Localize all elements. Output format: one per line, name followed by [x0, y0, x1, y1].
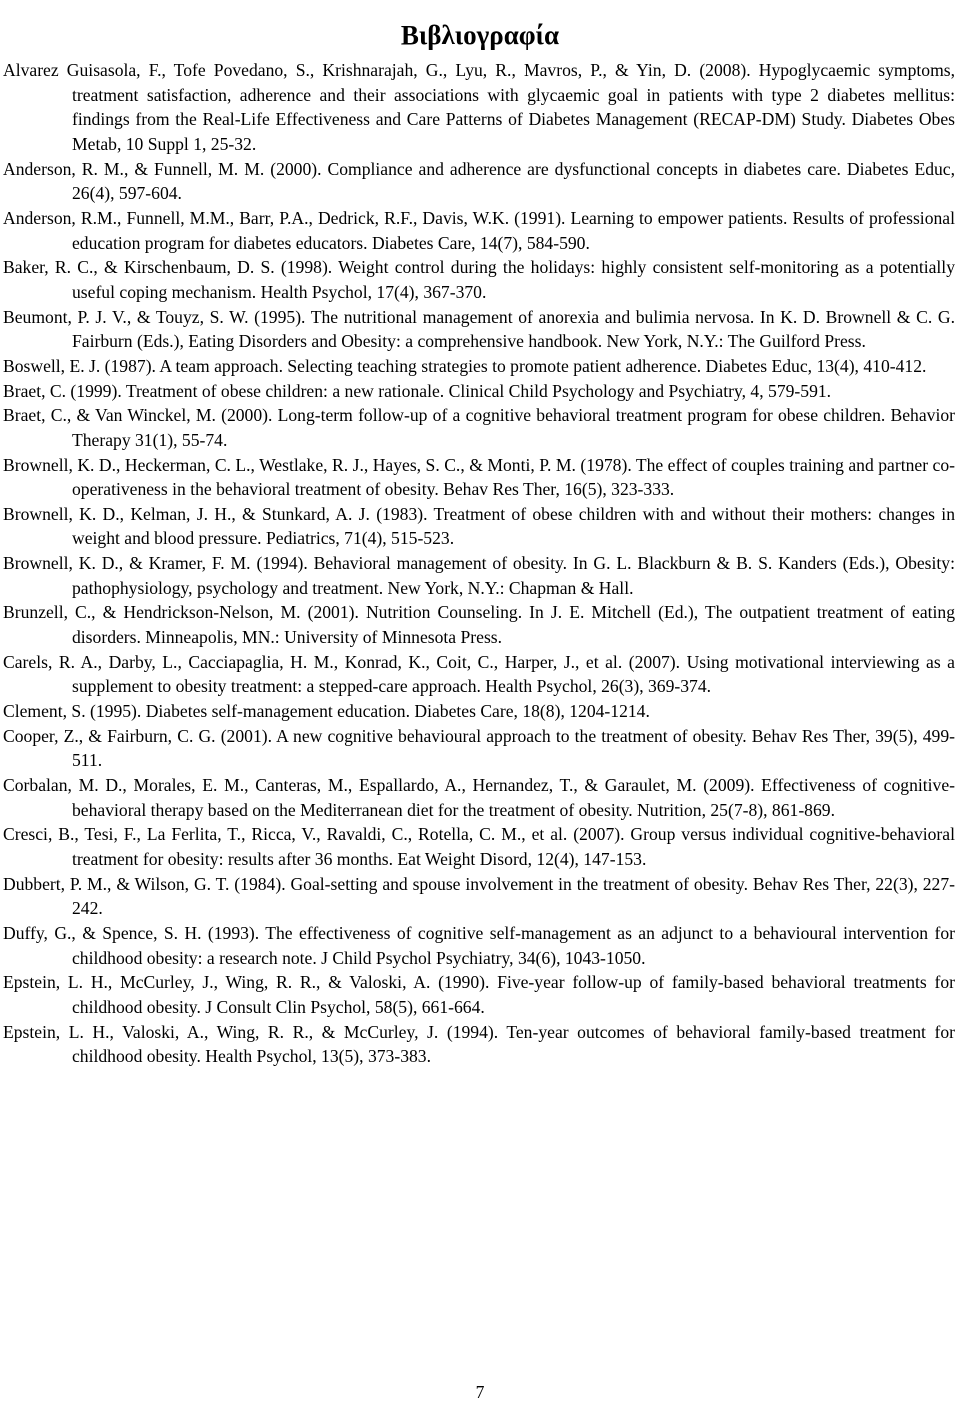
reference-item: Braet, C. (1999). Treatment of obese children: a new rationale. Clinical Child Psychology and Psychiatry, 4, 579-591. — [3, 380, 832, 401]
page-number: 7 — [475, 1382, 485, 1402]
reference-item: Alvarez Guisasola, F., Tofe Povedano, S., Krishnarajah, G., Lyu, R., Mavros, P., & Yin, D. (2008). Hypoglycaemic symptoms, treatment satisfaction, adherence and their associations with glycaemic goal in patients with type 2 diabetes mellitus: findings from the Real-Life Effectiveness and Care Patterns of Diabetes Management (RECAP-DM) Study. Diabetes Obes Metab, 10 Suppl 1, 25-32. — [3, 60, 955, 154]
reference-item: Beumont, P. J. V., & Touyz, S. W. (1995). The nutritional management of anorexia and bulimia nervosa. In K. D. Brownell & C. G. Fairburn (Eds.), Eating Disorders and Obesity: a comprehensive handbook. New York, N.Y.: The Guilford Press. — [3, 306, 955, 352]
reference-item: Anderson, R. M., & Funnell, M. M. (2000). Compliance and adherence are dysfunctional concepts in diabetes care. Diabetes Educ, 26(4), 597-604. — [3, 158, 955, 204]
reference-item: Duffy, G., & Spence, S. H. (1993). The effectiveness of cognitive self-management as an adjunct to a behavioural intervention for childhood obesity: a research note. J Child Psychol Psychiatry, 34(6), 1043-1050. — [3, 922, 955, 968]
reference-item: Brunzell, C., & Hendrickson-Nelson, M. (2001). Nutrition Counseling. In J. E. Mitchell (Ed.), The outpatient treatment of eating disorders. Minneapolis, MN.: University of Minnesota Press. — [3, 602, 955, 648]
reference-item: Dubbert, P. M., & Wilson, G. T. (1984). Goal-setting and spouse involvement in the treatment of obesity. Behav Res Ther, 22(3), 227-242. — [3, 873, 955, 919]
reference-item: Cresci, B., Tesi, F., La Ferlita, T., Ricca, V., Ravaldi, C., Rotella, C. M., et al. (2007). Group versus individual cognitive-behavioral treatment for obesity: results after 36 months. Eat Weight Disord, 12(4), 147-153. — [3, 824, 955, 869]
reference-item: Epstein, L. H., McCurley, J., Wing, R. R., & Valoski, A. (1990). Five-year follow-up of family-based behavioral treatments for childhood obesity. J Consult Clin Psychol, 58(5), 661-664. — [3, 972, 955, 1017]
reference-item: Cooper, Z., & Fairburn, C. G. (2001). A new cognitive behavioural approach to the treatment of obesity. Behav Res Ther, 39(5), 499-511. — [3, 725, 955, 771]
reference-item: Clement, S. (1995). Diabetes self-management education. Diabetes Care, 18(8), 1204-1214. — [3, 701, 650, 722]
reference-item: Carels, R. A., Darby, L., Cacciapaglia, H. M., Konrad, K., Coit, C., Harper, J., et al. (2007). Using motivational interviewing as a supplement to obesity treatment: a stepped-care approach. Health Psychol, 26(3), 369-374. — [3, 651, 955, 697]
reference-item: Brownell, K. D., & Kramer, F. M. (1994). Behavioral management of obesity. In G. L. Blackburn & B. S. Kanders (Eds.), Obesity: pathophysiology, psychology and treatment. New York, N.Y.: Chapman & Hall. — [3, 553, 955, 598]
reference-item: Epstein, L. H., Valoski, A., Wing, R. R., & McCurley, J. (1994). Ten-year outcomes of behavioral family-based treatment for childhood obesity. Health Psychol, 13(5), 373-383. — [3, 1021, 955, 1067]
reference-item: Baker, R. C., & Kirschenbaum, D. S. (1998). Weight control during the holidays: highly consistent self-monitoring as a potentially useful coping mechanism. Health Psychol, 17(4), 367-370. — [3, 257, 955, 302]
reference-item: Brownell, K. D., Heckerman, C. L., Westlake, R. J., Hayes, S. C., & Monti, P. M. (1978). The effect of couples training and partner co-operativeness in the behavioral treatment of obesity. Behav Res Ther, 16(5), 323-333. — [3, 454, 955, 500]
reference-item: Anderson, R.M., Funnell, M.M., Barr, P.A., Dedrick, R.F., Davis, W.K. (1991). Learning to empower patients. Results of professional education program for diabetes educators. Diabetes Care, 14(7), 584-590. — [3, 207, 955, 253]
reference-list — [3, 58, 955, 1069]
reference-item: Boswell, E. J. (1987). A team approach. Selecting teaching strategies to promote patient adherence. Diabetes Educ, 13(4), 410-412. — [3, 355, 927, 376]
page-title: Βιβλιογραφία — [400, 20, 560, 51]
reference-item: Corbalan, M. D., Morales, E. M., Canteras, M., Espallardo, A., Hernandez, T., & Garaulet, M. (2009). Effectiveness of cognitive-behavioral therapy based on the Mediterranean diet for the treatment of obesity. Nutrition, 25(7-8), 861-869. — [3, 775, 955, 820]
reference-item: Brownell, K. D., Kelman, J. H., & Stunkard, A. J. (1983). Treatment of obese children with and without their mothers: changes in weight and blood pressure. Pediatrics, 71(4), 515-523. — [3, 503, 955, 549]
reference-item: Braet, C., & Van Winckel, M. (2000). Long-term follow-up of a cognitive behavioral treatment program for obese children. Behavior Therapy 31(1), 55-74. — [3, 405, 955, 450]
